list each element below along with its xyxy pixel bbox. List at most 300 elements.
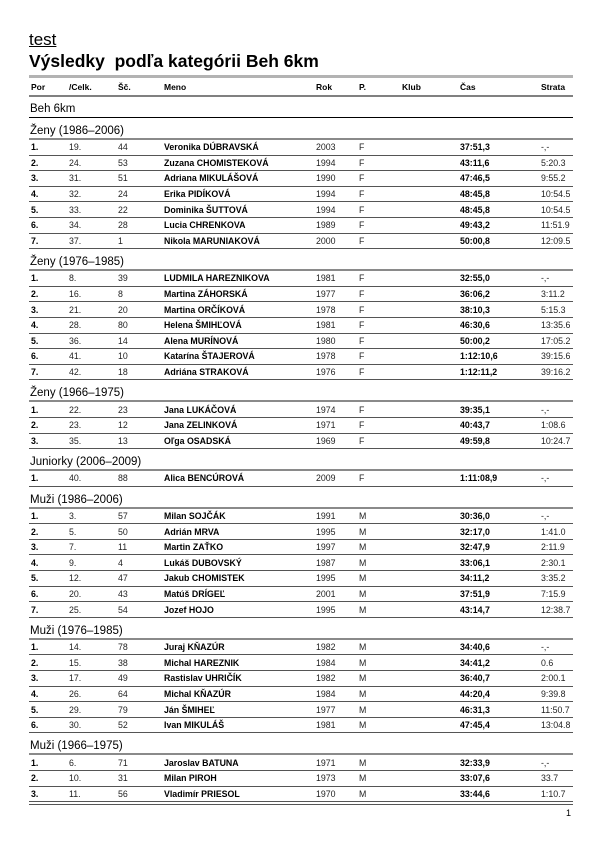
cell-meno: Ján ŠMIHEĽ	[164, 704, 215, 715]
cell-strata: 2:00.1	[541, 673, 566, 684]
cell-meno: Zuzana CHOMISTEKOVÁ	[164, 157, 269, 168]
cell-por: 2.	[31, 420, 39, 431]
cell-sc: 4	[118, 557, 123, 568]
category-section	[29, 252, 573, 380]
cell-por: 2.	[31, 289, 39, 300]
category-rows	[29, 471, 573, 487]
cell-sc: 78	[118, 642, 128, 653]
table-row	[29, 187, 573, 203]
cell-por: 4.	[31, 320, 39, 331]
cell-p: F	[359, 320, 365, 331]
table-row	[29, 702, 573, 718]
column-header-rok: Rok	[316, 82, 333, 92]
cell-rok: 2001	[316, 588, 336, 599]
cell-cas: 33:06,1	[460, 557, 490, 568]
cell-cas: 44:20,4	[460, 688, 490, 699]
cell-strata: 5:20.3	[541, 157, 566, 168]
cell-p: M	[359, 542, 367, 553]
cell-meno: Jakub CHOMISTEK	[164, 573, 245, 584]
cell-por: 1.	[31, 142, 39, 153]
cell-rok: 1980	[316, 335, 336, 346]
cell-por: 6.	[31, 220, 39, 231]
cell-meno: Michal KŇAZÚR	[164, 688, 231, 699]
cell-rok: 1995	[316, 573, 336, 584]
cell-cas: 48:45,8	[460, 204, 490, 215]
cell-celk: 25.	[69, 604, 82, 615]
table-row	[29, 555, 573, 571]
cell-meno: Alena MURÍNOVÁ	[164, 335, 239, 346]
cell-strata: -,-	[541, 642, 550, 653]
cell-strata: 12:38.7	[541, 604, 571, 615]
cell-meno: Milan PIROH	[164, 773, 217, 784]
cell-cas: 1:12:10,6	[460, 351, 498, 362]
cell-meno: Martina ZÁHORSKÁ	[164, 289, 248, 300]
cell-por: 2.	[31, 773, 39, 784]
cell-cas: 32:47,9	[460, 542, 490, 553]
cell-rok: 2000	[316, 235, 336, 246]
cell-p: M	[359, 673, 367, 684]
cell-meno: Rastislav UHRIČÍK	[164, 673, 242, 684]
cell-strata: 1:41.0	[541, 526, 566, 537]
cell-celk: 10.	[69, 773, 82, 784]
page-number: 1	[565, 808, 571, 818]
cell-sc: 24	[118, 189, 128, 200]
cell-p: M	[359, 657, 367, 668]
table-row	[29, 302, 573, 318]
cell-meno: Lukáš DUBOVSKÝ	[164, 557, 242, 568]
cell-por: 1.	[31, 273, 39, 284]
cell-meno: Jana LUKÁČOVÁ	[164, 404, 237, 415]
cell-por: 1.	[31, 757, 39, 768]
table-row	[29, 571, 573, 587]
table-row	[29, 287, 573, 303]
table-row	[29, 171, 573, 187]
cell-meno: LUDMILA HAREZNIKOVA	[164, 273, 270, 284]
cell-celk: 40.	[69, 473, 82, 484]
category-section	[29, 452, 573, 487]
cell-rok: 1982	[316, 642, 336, 653]
cell-strata: 9:39.8	[541, 688, 566, 699]
cell-strata: 33.7	[541, 773, 559, 784]
cell-sc: 56	[118, 788, 128, 799]
cell-strata: 5:15.3	[541, 304, 566, 315]
cell-strata: -,-	[541, 142, 550, 153]
cell-meno: Martin ZAŤKO	[164, 542, 224, 553]
column-header-sc: Šč.	[118, 82, 131, 92]
cell-sc: 79	[118, 704, 128, 715]
cell-p: F	[359, 289, 365, 300]
category-rows	[29, 755, 573, 802]
column-header-meno: Meno	[164, 82, 187, 92]
cell-celk: 8.	[69, 273, 77, 284]
cell-strata: 1:08.6	[541, 420, 566, 431]
cell-strata: 39:16.2	[541, 367, 571, 378]
table-row	[29, 349, 573, 365]
cell-cas: 34:40,6	[460, 642, 490, 653]
cell-meno: Veronika DÚBRAVSKÁ	[164, 142, 259, 153]
cell-celk: 33.	[69, 204, 82, 215]
cell-sc: 8	[118, 289, 123, 300]
category-rows	[29, 509, 573, 618]
cell-rok: 1973	[316, 773, 336, 784]
cell-meno: Jozef HOJO	[164, 604, 214, 615]
cell-por: 2.	[31, 526, 39, 537]
cell-p: F	[359, 473, 365, 484]
cell-meno: Adriana MIKULÁŠOVÁ	[164, 173, 259, 184]
cell-sc: 38	[118, 657, 128, 668]
cell-celk: 14.	[69, 642, 82, 653]
cell-cas: 33:44,6	[460, 788, 490, 799]
cell-meno: Jaroslav BATUNA	[164, 757, 239, 768]
cell-meno: Adriána STRAKOVÁ	[164, 367, 249, 378]
cell-strata: 3:11.2	[541, 289, 565, 300]
cell-sc: 50	[118, 526, 128, 537]
cell-strata: 10:54.5	[541, 204, 571, 215]
cell-sc: 12	[118, 420, 128, 431]
cell-cas: 47:46,5	[460, 173, 490, 184]
cell-p: M	[359, 704, 367, 715]
cell-cas: 37:51,9	[460, 588, 490, 599]
cell-cas: 43:11,6	[460, 157, 490, 168]
cell-rok: 1989	[316, 220, 336, 231]
cell-sc: 71	[118, 757, 128, 768]
cell-meno: Katarína ŠTAJEROVÁ	[164, 351, 255, 362]
cell-cas: 43:14,7	[460, 604, 490, 615]
table-row	[29, 140, 573, 156]
cell-sc: 14	[118, 335, 128, 346]
cell-rok: 1981	[316, 320, 336, 331]
cell-strata: 39:15.6	[541, 351, 571, 362]
table-row	[29, 202, 573, 218]
cell-celk: 5.	[69, 526, 77, 537]
category-heading: Ženy (1986–2006)	[29, 121, 573, 140]
cell-strata: -,-	[541, 757, 550, 768]
cell-p: F	[359, 235, 365, 246]
table-row	[29, 655, 573, 671]
cell-por: 2.	[31, 657, 39, 668]
cell-sc: 80	[118, 320, 128, 331]
cell-por: 3.	[31, 673, 39, 684]
cell-p: M	[359, 688, 367, 699]
cell-cas: 40:43,7	[460, 420, 490, 431]
cell-meno: Ivan MIKULÁŠ	[164, 720, 225, 731]
cell-celk: 21.	[69, 304, 82, 315]
cell-sc: 57	[118, 510, 128, 521]
cell-por: 5.	[31, 573, 39, 584]
cell-rok: 1978	[316, 351, 336, 362]
cell-por: 3.	[31, 788, 39, 799]
cell-por: 6.	[31, 720, 39, 731]
table-row	[29, 524, 573, 540]
cell-rok: 1970	[316, 788, 336, 799]
cell-celk: 28.	[69, 320, 82, 331]
category-heading: Muži (1976–1985)	[29, 621, 573, 640]
cell-por: 5.	[31, 335, 39, 346]
cell-cas: 49:43,2	[460, 220, 490, 231]
cell-p: F	[359, 435, 365, 446]
cell-celk: 31.	[69, 173, 82, 184]
cell-cas: 50:00,2	[460, 335, 490, 346]
cell-cas: 48:45,8	[460, 189, 490, 200]
cell-por: 5.	[31, 204, 39, 215]
cell-celk: 29.	[69, 704, 82, 715]
cell-rok: 1971	[316, 420, 336, 431]
cell-por: 2.	[31, 157, 39, 168]
column-header-por: Por	[31, 82, 46, 92]
cell-cas: 39:35,1	[460, 404, 490, 415]
title-divider	[29, 75, 573, 78]
category-section	[29, 736, 573, 802]
cell-strata: 10:54.5	[541, 189, 571, 200]
category-heading: Ženy (1976–1985)	[29, 252, 573, 271]
cell-cas: 49:59,8	[460, 435, 490, 446]
cell-strata: 0.6	[541, 657, 554, 668]
page-title: Výsledky podľa kategórii Beh 6km	[29, 51, 319, 71]
cell-strata: 13:35.6	[541, 320, 571, 331]
cell-p: F	[359, 351, 365, 362]
cell-strata: 10:24.7	[541, 435, 571, 446]
cell-sc: 88	[118, 473, 128, 484]
cell-por: 7.	[31, 367, 39, 378]
cell-por: 5.	[31, 704, 39, 715]
cell-cas: 1:11:08,9	[460, 473, 498, 484]
cell-sc: 10	[118, 351, 128, 362]
cell-celk: 30.	[69, 720, 82, 731]
cell-strata: 1:10.7	[541, 788, 566, 799]
cell-p: F	[359, 142, 365, 153]
cell-por: 3.	[31, 173, 39, 184]
cell-rok: 1976	[316, 367, 336, 378]
category-heading: Muži (1986–2006)	[29, 490, 573, 509]
cell-sc: 1	[118, 235, 123, 246]
cell-rok: 1990	[316, 173, 336, 184]
cell-cas: 47:45,4	[460, 720, 490, 731]
cell-celk: 35.	[69, 435, 82, 446]
cell-sc: 64	[118, 688, 128, 699]
cell-celk: 20.	[69, 588, 82, 599]
cell-p: M	[359, 510, 367, 521]
category-section	[29, 490, 573, 618]
cell-sc: 20	[118, 304, 128, 315]
cell-rok: 1969	[316, 435, 336, 446]
cell-rok: 1971	[316, 757, 336, 768]
cell-por: 4.	[31, 189, 39, 200]
cell-meno: Dominika ŠUTTOVÁ	[164, 204, 248, 215]
cell-rok: 2003	[316, 142, 336, 153]
cell-p: F	[359, 304, 365, 315]
table-row	[29, 540, 573, 556]
cell-meno: Matúš DRÍGEĽ	[164, 588, 226, 599]
cell-celk: 11.	[69, 788, 81, 799]
cell-por: 1.	[31, 404, 39, 415]
table-row	[29, 418, 573, 434]
cell-sc: 23	[118, 404, 128, 415]
cell-strata: 9:55.2	[541, 173, 566, 184]
cell-rok: 1984	[316, 688, 336, 699]
cell-p: F	[359, 204, 365, 215]
table-row	[29, 402, 573, 418]
cell-sc: 22	[118, 204, 128, 215]
table-row	[29, 471, 573, 487]
cell-celk: 7.	[69, 542, 77, 553]
table-row	[29, 771, 573, 787]
cell-meno: Martina ORČÍKOVÁ	[164, 304, 246, 315]
cell-p: M	[359, 720, 367, 731]
cell-celk: 36.	[69, 335, 82, 346]
column-header-strata: Strata	[541, 82, 566, 92]
cell-sc: 52	[118, 720, 128, 731]
cell-p: M	[359, 573, 367, 584]
table-row	[29, 218, 573, 234]
cell-rok: 1981	[316, 720, 336, 731]
cell-celk: 34.	[69, 220, 82, 231]
cell-sc: 44	[118, 142, 128, 153]
category-rows	[29, 402, 573, 449]
cell-strata: 11:50.7	[541, 704, 570, 715]
cell-strata: 17:05.2	[541, 335, 571, 346]
cell-cas: 32:55,0	[460, 273, 490, 284]
column-header-row	[29, 79, 573, 97]
cell-sc: 51	[118, 173, 128, 184]
cell-rok: 1974	[316, 404, 336, 415]
cell-rok: 1982	[316, 673, 336, 684]
table-row	[29, 787, 573, 803]
table-row	[29, 718, 573, 734]
cell-celk: 16.	[69, 289, 82, 300]
cell-meno: Erika PIDÍKOVÁ	[164, 189, 231, 200]
category-section	[29, 121, 573, 249]
cell-meno: Vladimír PRIESOL	[164, 788, 240, 799]
cell-celk: 19.	[69, 142, 82, 153]
test-link[interactable]: test	[29, 30, 57, 49]
table-row	[29, 587, 573, 603]
cell-strata: -,-	[541, 404, 550, 415]
table-row	[29, 687, 573, 703]
cell-p: M	[359, 757, 367, 768]
table-row	[29, 434, 573, 450]
cell-celk: 26.	[69, 688, 82, 699]
cell-rok: 1995	[316, 604, 336, 615]
cell-rok: 1995	[316, 526, 336, 537]
cell-p: M	[359, 588, 367, 599]
cell-p: F	[359, 189, 365, 200]
cell-por: 7.	[31, 604, 39, 615]
cell-meno: Helena ŠMIHĽOVÁ	[164, 320, 242, 331]
cell-p: M	[359, 642, 367, 653]
cell-p: M	[359, 788, 367, 799]
cell-sc: 39	[118, 273, 128, 284]
cell-celk: 17.	[69, 673, 82, 684]
cell-cas: 50:00,8	[460, 235, 490, 246]
cell-meno: Nikola MARUNIAKOVÁ	[164, 235, 260, 246]
cell-por: 1.	[31, 642, 39, 653]
column-header-celk: /Celk.	[69, 82, 92, 92]
cell-celk: 22.	[69, 404, 82, 415]
cell-cas: 36:40,7	[460, 673, 490, 684]
cell-sc: 13	[118, 435, 128, 446]
cell-strata: 12:09.5	[541, 235, 571, 246]
cell-celk: 41.	[69, 351, 82, 362]
category-list	[29, 121, 573, 802]
cell-cas: 1:12:11,2	[460, 367, 498, 378]
cell-rok: 1981	[316, 273, 336, 284]
cell-por: 6.	[31, 351, 39, 362]
table-row	[29, 156, 573, 172]
cell-celk: 6.	[69, 757, 77, 768]
cell-por: 6.	[31, 588, 39, 599]
table-row	[29, 318, 573, 334]
cell-cas: 37:51,3	[460, 142, 490, 153]
cell-rok: 1977	[316, 704, 336, 715]
cell-rok: 1978	[316, 304, 336, 315]
cell-celk: 23.	[69, 420, 82, 431]
category-section	[29, 621, 573, 734]
cell-celk: 15.	[69, 657, 82, 668]
cell-meno: Oľga OSADSKÁ	[164, 435, 231, 446]
cell-sc: 49	[118, 673, 128, 684]
cell-rok: 1987	[316, 557, 336, 568]
cell-cas: 46:30,6	[460, 320, 490, 331]
cell-celk: 37.	[69, 235, 82, 246]
cell-cas: 38:10,3	[460, 304, 490, 315]
cell-strata: -,-	[541, 510, 550, 521]
cell-celk: 12.	[69, 573, 82, 584]
cell-cas: 46:31,3	[460, 704, 490, 715]
cell-rok: 1984	[316, 657, 336, 668]
cell-por: 7.	[31, 235, 39, 246]
cell-celk: 9.	[69, 557, 77, 568]
cell-cas: 34:41,2	[460, 657, 490, 668]
cell-meno: Lucia CHRENKOVA	[164, 220, 246, 231]
column-header-p: P.	[359, 82, 366, 92]
cell-p: M	[359, 526, 367, 537]
cell-celk: 32.	[69, 189, 82, 200]
cell-celk: 3.	[69, 510, 77, 521]
cell-strata: 7:15.9	[541, 588, 566, 599]
cell-sc: 54	[118, 604, 128, 615]
column-header-klub: Klub	[402, 82, 421, 92]
cell-p: F	[359, 420, 365, 431]
category-rows	[29, 640, 573, 734]
table-row	[29, 271, 573, 287]
category-rows	[29, 140, 573, 249]
table-row	[29, 365, 573, 381]
cell-rok: 1991	[316, 510, 336, 521]
cell-meno: Alica BENCÚROVÁ	[164, 473, 245, 484]
cell-p: F	[359, 273, 365, 284]
table-row	[29, 640, 573, 656]
cell-por: 4.	[31, 557, 39, 568]
category-rows	[29, 271, 573, 380]
table-row	[29, 509, 573, 525]
cell-p: F	[359, 367, 365, 378]
cell-cas: 32:33,9	[460, 757, 490, 768]
cell-rok: 1994	[316, 204, 336, 215]
cell-p: M	[359, 773, 367, 784]
cell-celk: 42.	[69, 367, 82, 378]
cell-rok: 1994	[316, 157, 336, 168]
cell-celk: 24.	[69, 157, 82, 168]
cell-rok: 1997	[316, 542, 336, 553]
category-heading: Muži (1966–1975)	[29, 736, 573, 755]
cell-strata: 2:11.9	[541, 542, 565, 553]
cell-por: 3.	[31, 304, 39, 315]
cell-meno: Juraj KŇAZÚR	[164, 642, 225, 653]
cell-p: F	[359, 157, 365, 168]
cell-sc: 11	[118, 542, 128, 553]
cell-por: 1.	[31, 510, 39, 521]
table-row	[29, 334, 573, 350]
